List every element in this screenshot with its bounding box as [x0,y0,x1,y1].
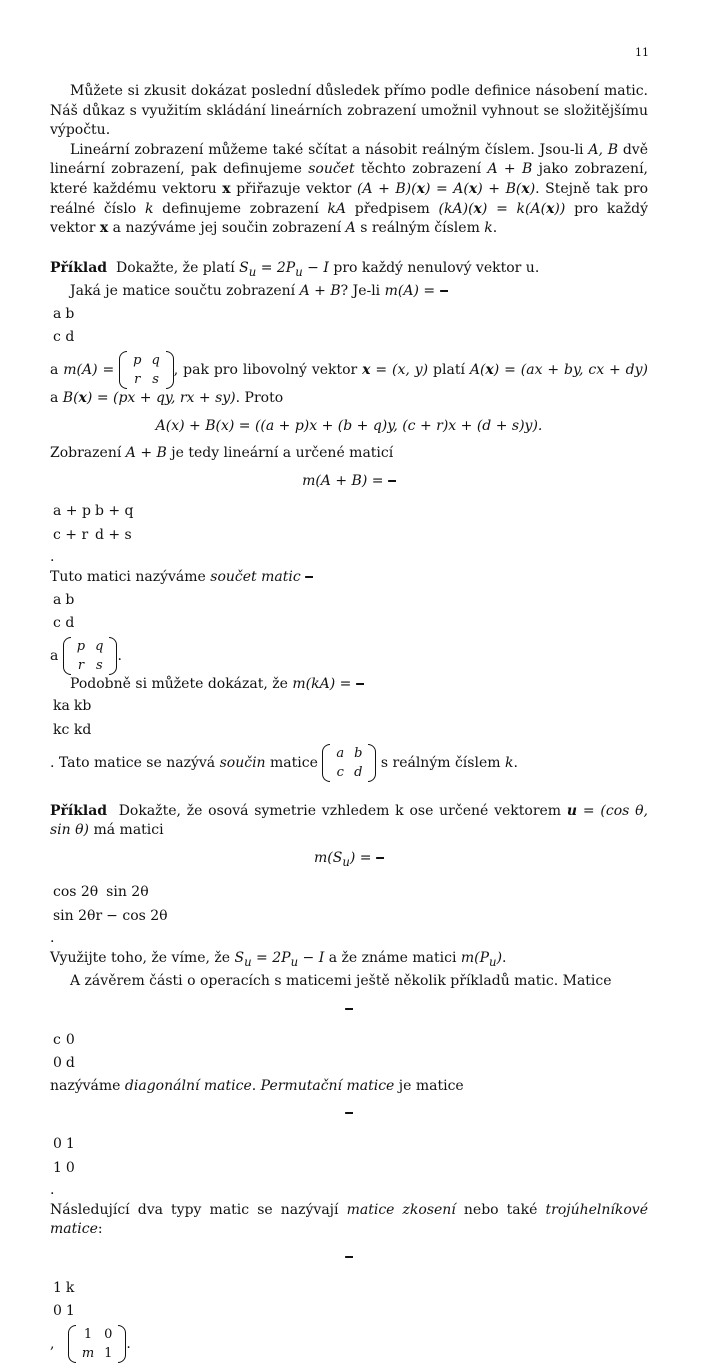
paragraph-10: Následující dva typy matic se nazývají matice zkosení nebo také trojúhelníkové matice: [50,1201,648,1238]
paragraph-9: nazýváme diagonální matice. Permutační matice je matice [50,1077,464,1094]
example-1: Příklad Dokažte, že platí $S_u = 2P_u - I$ pro každý nenulový vektor u. [50,259,540,279]
paragraph-8: A závěrem části o operacích s maticemi ještě několik příkladů matic. Matice [70,973,612,990]
matrix-ab-2 [305,576,313,578]
paragraph-5: Tuto matici nazýváme součet matic [50,568,648,588]
equation-1: A(x) + B(x) = ((a + p)x + (b + q)y, (c + r)x + (d + s)y). [155,417,543,434]
matrix-lower: 1 0 m 1 [68,1325,127,1363]
equation-diagonal [50,1000,648,1020]
paragraph-4: Zobrazení A + B je tedy lineární a určené maticí [50,445,394,462]
example-label-2: Příklad [50,802,108,819]
example-2: Příklad Dokažte, že osová symetrie vzhledem k ose určené vektorem u = (cos θ, sin θ) má matici [50,802,648,839]
matrix-ab-3: a b c d [322,744,376,782]
paragraph-7: Využijte toho, že víme, že $S_u = 2P_u - I$ a že známe matici $m(P_u)$. [50,950,507,969]
paragraph-6: Podobně si můžete dokázat, že m(kA) = [50,675,648,695]
matrix-permutation [345,1112,353,1114]
matrix-pq-2: p q r s [63,637,118,675]
matrix-pq: p q r s [119,351,174,389]
matrix-ab [440,290,448,292]
matrix-k [356,683,364,685]
example-label: Příklad [50,259,108,276]
equation-shear [50,1248,648,1268]
equation-permutation [50,1104,648,1124]
paragraph-2: Lineární zobrazení můžeme také sčítat a násobit reálným číslem. Jsou-li A, B dvě lineární zobrazení, pak definujeme součet těchto zobrazení A + B jako zobrazení, které každému vektoru x přiřazuje vektor (A + B)(x) = A(x) + B(x). Stejně tak pro reálné číslo k definujeme zobrazení kA předpisem (kA)(x) = k(A(x)) pro každý vektor x a nazýváme jej součin zobrazení A s reálným číslem k. [50,141,648,237]
paragraph-3: Jaká je matice součtu zobrazení A + B? Je-li m(A) = [50,282,648,302]
matrix-sum [388,480,396,482]
matrix-reflection [376,857,384,859]
page-number: 11 [635,46,649,59]
paragraph-1: Můžete si zkusit dokázat poslední důsledek přímo podle definice násobení matic. Náš důkaz s využitím skládání lineárních zobrazení umožnil vyhnout se složitějšímu výpočtu. [50,83,648,139]
equation-reflection: $m(S_u)$ = [50,849,648,872]
text-body: Můžete si zkusit dokázat poslední důsledek přímo podle definice násobení matic. Náš důkaz s využitím skládání lineárních zobrazení umožnil vyhnout se složitějšímu výpočtu. Lineární zobrazení můžeme také sčítat a násobit reálným číslem. Jsou-li A, B dvě lineární zobrazení, pak definujeme součet těchto zobrazení A + B jako zobrazení, které každému vektoru x přiřazuje vektor (A + B)(x) = A(x) + B(x). Stejně tak pro reálné číslo k definujeme zobrazení kA předpisem (kA)(x) = k(A(x)) pro každý vektor x a nazýváme jej součin zobrazení A s reálným číslem k. Příklad Dokažte, že platí $S_u = 2P_u - I$ pro každý nenulový vektor u. Jaká je matice součtu zobrazení A + B? Je-li m(A) = a b c d a m(A) = p q r s , pak pro libovolný vektor x = (x, y) platí A(x) = (ax + by, cx + dy) a B(x) = (px + qy, rx + sy). Proto A(x) + B(x) = ((a + p)x + (b + q)y, (c + r)x + (d + s)y). Zobrazení A + B je tedy lineární a určené maticí m(A + B) = a + p b + q c + r d + s . Tuto matici nazýváme součet matic a b c d a p q r s . Podobně si můžete dokázat, že m(kA) = ka kb kc kd . Tato matice se nazývá součin matice a b c d s reálným číslem k. Příklad Dokažte, že osová symetrie vzhledem k ose určené vektorem u = (cos θ, sin θ) má matici $m(S_u)$ = cos 2θ sin 2θ sin 2θr − cos 2θ . Využijte toho, že víme, že $S_u = 2P_u - I$ a že známe matici $m(P_u)$. A závěrem části o operacích s maticemi ještě několik příkladů matic. Matice c 0 0 d nazýváme diagonální matice. Permutační matice je matice 0 1 1 0 . Následující dva typy matic se nazývají matice zkosení nebo také trojúhelníkové matice: 1 k 0 1 , 1 0 m 1 . [50,83,649,1361]
matrix-diagonal [345,1008,353,1010]
equation-sum: m(A + B) = [50,472,648,492]
matrix-upper [345,1256,353,1258]
